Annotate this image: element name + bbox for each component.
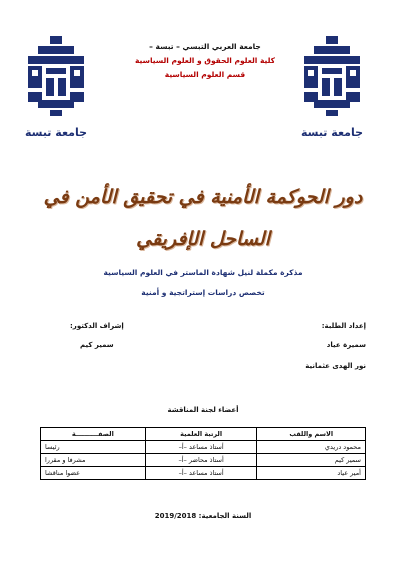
thesis-title-line-2: الساحل الإفريقي (136, 228, 270, 250)
faculty-name: كلية العلوم الحقوق و العلوم السياسية (135, 56, 275, 65)
thesis-subtitle: مذكرة مكملة لنيل شهادة الماستر في العلوم السياسية (103, 268, 303, 277)
member-rank: أستاذ مساعد –أ– (145, 467, 257, 480)
column-header-rank: الرتبة العلمية (145, 428, 257, 441)
table-row (41, 467, 366, 480)
supervisor-label: إشراف الدكتور: (70, 322, 124, 330)
university-logo-right (300, 36, 364, 140)
institution-header (110, 40, 300, 82)
academic-year: السنة الجامعية: 2019/2018 (154, 512, 252, 520)
students-label: إعداد الطلبة: (321, 322, 366, 330)
committee-table (40, 427, 366, 480)
supervisor-name: سمير كيم (80, 341, 114, 349)
column-header-name: الاسم واللقب (257, 428, 366, 441)
student-name: سميرة عياد (326, 341, 366, 349)
student-name: نور الهدى عثمانية (305, 362, 366, 370)
table-row (41, 454, 366, 467)
university-logo-left (24, 36, 88, 140)
member-name: محمود دريدي (257, 441, 366, 454)
logo-caption: جامعة تبسة (24, 126, 88, 139)
committee-title: أعضاء لجنة المناقشة (167, 406, 239, 414)
column-header-role: الصفــــــــــة (41, 428, 146, 441)
member-name: أمير عياد (257, 467, 366, 480)
member-role: عضوا مناقشا (41, 467, 146, 480)
university-emblem-icon (24, 36, 88, 122)
member-name: سمير كيم (257, 454, 366, 467)
member-role: رئيسا (41, 441, 146, 454)
table-row (41, 441, 366, 454)
table-header-row (41, 428, 366, 441)
university-emblem-icon (300, 36, 364, 122)
department-name: قسم العلوم السياسية (164, 70, 246, 79)
university-name: جامعة العربي التبسي – تبسة – (149, 42, 261, 51)
specialization: تخصص دراسات إستراتجية و أمنية (141, 288, 265, 297)
thesis-title-line-1: دور الحوكمة الأمنية في تحقيق الأمن في (43, 186, 363, 208)
member-role: مشرفا و مقررا (41, 454, 146, 467)
member-rank: أستاذ محاضر –أ– (145, 454, 257, 467)
member-rank: أستاذ مساعد –أ– (145, 441, 257, 454)
logo-caption: جامعة تبسة (300, 126, 364, 139)
